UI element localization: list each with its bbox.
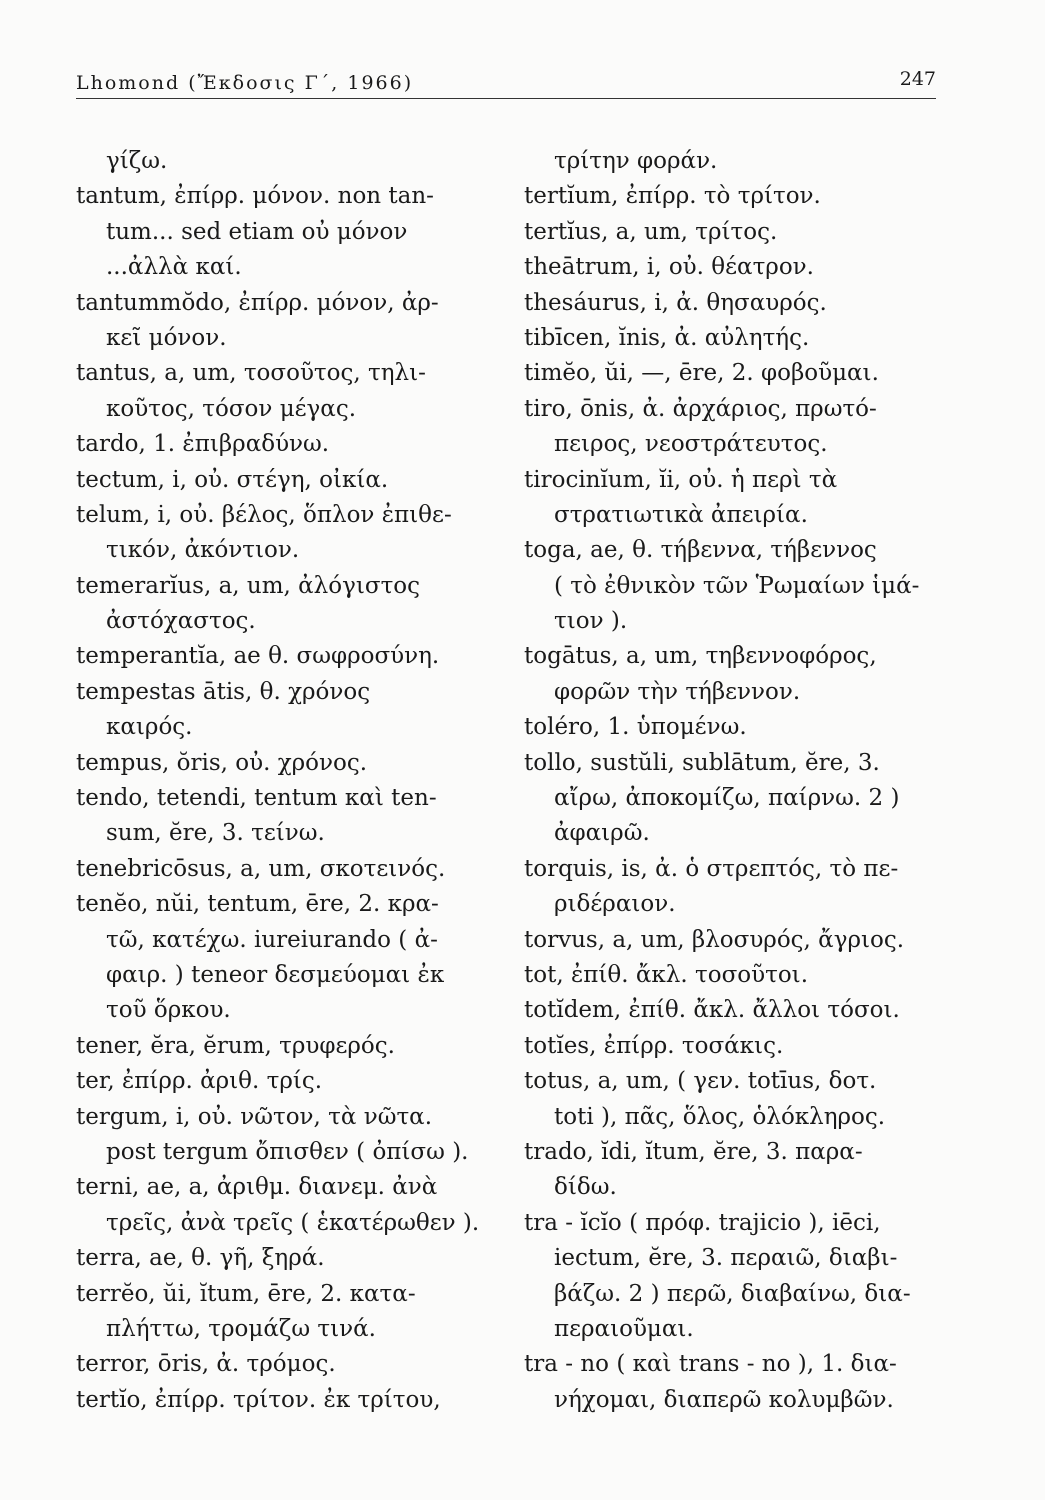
dictionary-line: τρεῖς, ἀνὰ τρεῖς ( ἑκατέρωθεν ). xyxy=(106,1209,480,1236)
dictionary-line: temperantĭa, ae θ. σωφροσύνη. xyxy=(76,643,440,670)
dictionary-line: στρατιωτικὰ ἀπειρία. xyxy=(554,501,808,528)
dictionary-line: totus, a, um, ( γεν. totīus, δοτ. xyxy=(524,1068,877,1095)
dictionary-line: tertĭus, a, um, τρίτος. xyxy=(524,218,778,245)
dictionary-line: torquis, is, ἀ. ὁ στρεπτός, τὸ πε- xyxy=(524,855,899,882)
dictionary-line: πειρος, νεοστράτευτος. xyxy=(554,431,828,458)
dictionary-line: terni, ae, a, ἀριθμ. διανεμ. ἀνὰ xyxy=(76,1174,438,1201)
dictionary-line: togātus, a, um, τηβεννοφόρος, xyxy=(524,643,877,670)
dictionary-line: τρίτην φοράν. xyxy=(554,148,718,174)
dictionary-line: tener, ĕra, ĕrum, τρυφερός. xyxy=(76,1032,395,1059)
dictionary-line: tardo, 1. ἐπιβραδύνω. xyxy=(76,431,330,458)
dictionary-line: tibīcen, ĭnis, ἀ. αὐλητής. xyxy=(524,324,810,351)
dictionary-line: tempus, ŏris, οὐ. χρόνος. xyxy=(76,749,368,776)
running-header xyxy=(76,68,936,99)
dictionary-line: κεῖ μόνον. xyxy=(106,324,227,351)
dictionary-line: κοῦτος, τόσον μέγας. xyxy=(106,395,357,422)
dictionary-line: ( τὸ ἐθνικὸν τῶν Ῥωμαίων ἱμά- xyxy=(554,572,920,599)
dictionary-line: φορῶν τὴν τήβεννον. xyxy=(554,678,801,705)
dictionary-line: tra - no ( καὶ trans - no ), 1. δια- xyxy=(524,1351,897,1378)
dictionary-line: terra, ae, θ. γῆ, ξηρά. xyxy=(76,1245,325,1272)
dictionary-line: tra - ĭcĭo ( πρόφ. trajicio ), iēci, xyxy=(524,1209,881,1236)
dictionary-line: tendo, tetendi, tentum καὶ ten- xyxy=(76,785,437,812)
dictionary-line: ριδέραιον. xyxy=(554,891,676,918)
dictionary-line: πλήττω, τρομάζω τινά. xyxy=(106,1315,376,1342)
dictionary-line: tertĭo, ἐπίρρ. τρίτον. ἐκ τρίτου, xyxy=(76,1386,441,1413)
dictionary-line: iectum, ĕre, 3. περαιῶ, διαβι- xyxy=(554,1245,898,1272)
dictionary-line: thesáurus, i, ἀ. θησαυρός. xyxy=(524,289,827,316)
page-number: 247 xyxy=(899,68,936,90)
dictionary-line: ἀστόχαστος. xyxy=(106,608,256,635)
dictionary-line: tergum, i, οὐ. νῶτον, τὰ νῶτα. xyxy=(76,1103,433,1130)
dictionary-line: trado, ĭdi, ĭtum, ĕre, 3. παρα- xyxy=(524,1138,863,1165)
dictionary-line: tantum, ἐπίρρ. μόνον. non tan- xyxy=(76,183,434,210)
right-column xyxy=(524,144,960,1418)
dictionary-line: tempestas ātis, θ. χρόνος xyxy=(76,678,371,705)
dictionary-line: post tergum ὄπισθεν ( ὀπίσω ). xyxy=(106,1138,469,1165)
dictionary-line: τιον ). xyxy=(554,608,628,635)
dictionary-line: tum... sed etiam οὐ μόνον xyxy=(106,218,408,245)
dictionary-line: totĭdem, ἐπίθ. ἄκλ. ἄλλοι τόσοι. xyxy=(524,997,900,1024)
dictionary-line: βάζω. 2 ) περῶ, διαβαίνω, δια- xyxy=(554,1280,911,1307)
left-column xyxy=(76,144,508,1418)
dictionary-line: αἴρω, ἀποκομίζω, παίρνω. 2 ) xyxy=(554,785,900,812)
dictionary-line: tantus, a, um, τοσοῦτος, τηλι- xyxy=(76,360,426,387)
header-title: Lhomond (Ἔκδοσις Γ΄, 1966) xyxy=(76,72,414,94)
dictionary-line: τοῦ ὅρκου. xyxy=(106,997,231,1024)
dictionary-line: toléro, 1. ὑπομένω. xyxy=(524,714,747,741)
dictionary-line: telum, i, οὐ. βέλος, ὅπλον ἐπιθε- xyxy=(76,501,452,528)
dictionary-line: terror, ōris, ἀ. τρόμος. xyxy=(76,1351,336,1378)
dictionary-line: timĕo, ŭi, —, ēre, 2. φοβοῦμαι. xyxy=(524,360,879,387)
dictionary-line: τῶ, κατέχω. iureiurando ( ἀ- xyxy=(106,926,438,953)
dictionary-line: toga, ae, θ. τήβεννα, τήβεννος xyxy=(524,537,877,564)
dictionary-line: tenĕo, nŭi, tentum, ēre, 2. κρα- xyxy=(76,891,439,918)
dictionary-line: temerarĭus, a, um, ἀλόγιστος xyxy=(76,572,421,599)
dictionary-line: toti ), πᾶς, ὅλος, ὁλόκληρος. xyxy=(554,1103,886,1130)
dictionary-line: γίζω. xyxy=(106,148,168,174)
dictionary-line: tenebricōsus, a, um, σκοτεινός. xyxy=(76,855,446,882)
dictionary-line: δίδω. xyxy=(554,1174,617,1201)
dictionary-line: sum, ĕre, 3. τείνω. xyxy=(106,820,325,847)
dictionary-line: tectum, i, οὐ. στέγη, οἰκία. xyxy=(76,466,389,493)
dictionary-line: ...ἀλλὰ καί. xyxy=(106,254,242,281)
dictionary-line: περαιοῦμαι. xyxy=(554,1315,694,1342)
dictionary-line: tiro, ōnis, ἀ. ἀρχάριος, πρωτό- xyxy=(524,395,877,422)
dictionary-line: tollo, sustŭli, sublātum, ĕre, 3. xyxy=(524,749,880,776)
dictionary-line: καιρός. xyxy=(106,714,193,741)
dictionary-line: τικόν, ἀκόντιον. xyxy=(106,537,300,564)
dictionary-line: tertĭum, ἐπίρρ. τὸ τρίτον. xyxy=(524,183,821,210)
dictionary-line: tot, ἐπίθ. ἄκλ. τοσοῦτοι. xyxy=(524,961,809,988)
dictionary-line: νήχομαι, διαπερῶ κολυμβῶν. xyxy=(554,1386,894,1413)
dictionary-line: terrĕo, ŭi, ĭtum, ēre, 2. κατα- xyxy=(76,1280,416,1307)
dictionary-line: torvus, a, um, βλοσυρός, ἄγριος. xyxy=(524,926,905,953)
dictionary-line: totĭes, ἐπίρρ. τοσάκις. xyxy=(524,1032,784,1059)
dictionary-line: φαιρ. ) teneor δεσμεύομαι ἐκ xyxy=(106,961,445,988)
dictionary-line: tantummŏdo, ἐπίρρ. μόνον, ἀρ- xyxy=(76,289,439,316)
dictionary-line: ἀφαιρῶ. xyxy=(554,820,650,847)
dictionary-line: theātrum, i, οὐ. θέατρον. xyxy=(524,254,814,281)
dictionary-line: ter, ἐπίρρ. ἀριθ. τρίς. xyxy=(76,1068,323,1095)
dictionary-line: tirocinĭum, ĭi, οὐ. ἡ περὶ τὰ xyxy=(524,466,838,493)
